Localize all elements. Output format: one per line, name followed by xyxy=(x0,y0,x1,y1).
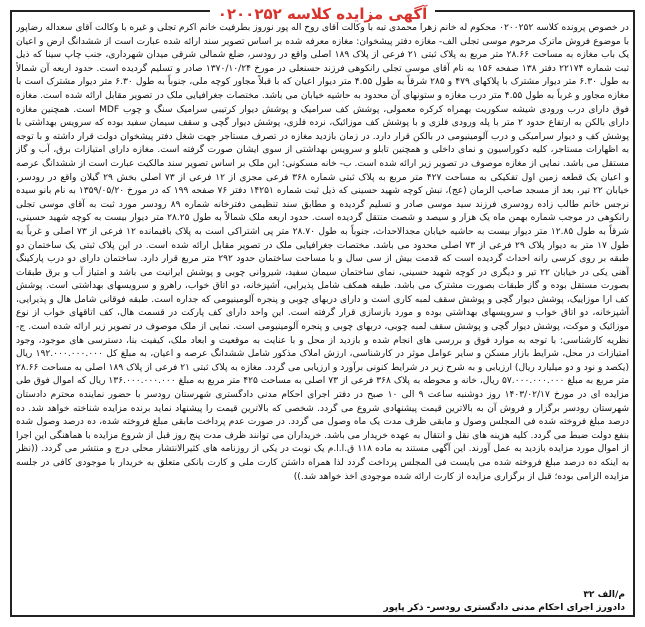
notice-body: در خصوص پرونده کلاسه ۰۲۰۰۲۵۲ محکوم له خانم زهرا محمدی تبه با وکالت آقای روح اله پور نوروز بطرفیت خانم اکرم تجلی و غیره با وکالت آقای سعداله رضاپور با موضوع فروش ماترک مرحوم موسی تجلی الف- مغازه دفتر پیشخوان: مغازه معرفه شده بر اساس تصویر سند ارائه شده عبارت است از ششدانگ ارض و اعیان یک باب مغازه به مساحت ۲۸.۶۶ متر مربع به پلاک ثبتی ۲۱ فرعی از پلاک ۱۸۹ اصلی واقع در رودسر، ضلع شمالی شرقی میدان شهرداری، جنب چاپ سینا که ذیل ثبت شماره ۲۲۱۷۴ دفتر ۱۳۸ صفحه ۱۵۶ به نام آقای موسی تجلی رانکوهی فرزند حسنعلی در مورخ ۱۳۷۰/۱۰/۲۴ صادر و تسلیم گردیده است. حدود اربعه آن شمالاً به طول ۶.۳۰ متر دیوار مشترک با پلاکهای ۴۷۹ و ۲۸۵ شرقاً به طول ۴.۵۵ متر دیوار اعیان که با قبلاً مجاور کوچه ملی، جنوباً به طول ۶.۳۰ متر دیوار مشترک است با مغازه مجاور و غرباً به طول ۴.۵۵ متر درب مغازه و ستونهای آن محدود به حاشیه خیابان می باشد. مختصات جغرافیایی ملک در تصویر مقابل ارائه شده است. مغازه فوق دارای درب ورودی شیشه سکوریت بهمراه کرکره معمولی، پوشش کف سرامیک و پوشش دیوار کرتیبی سرامیک سنگ و چوب MDF است. همچنین مغازه دارای بالکن به ارتفاع حدود ۲ متر با پله ورودی فلزی و با پوشش کف موزائیک، نرده فلزی، پوشش دیوار گچی و سقف سیمان سفید بوده که سرویس بهداشتی با پوشش کف و دیوار سرامیکی و درب آلومینیومی در بالکن قرار دارد. در زمان بازدید مغازه در تصرف مستاجر جهت شغل دفتر پیشخوان دولت قرار داشته و با توجه به اظهارات مستاجر، کلیه دکوراسیون و نمای داخلی و همچنین تابلو و سرویس بهداشتی از سوی ایشان صورت گرفته است. مغازه دارای امتیازات برق، آب و گاز مستقل می باشد. نمایی از مغازه موصوف در تصویر زیر ارائه شده است. ب- خانه مسکونی: این ملک بر اساس تصویر سند مالکیت عبارت است از ششدانگ عرصه و اعیان یک قطعه زمین اول تفکیکی به مساحت ۴۲۷ متر مربع به پلاک ثبتی شماره ۳۶۸ فرعی مجزی از ۱۲ فرعی از ۷۳ اصلی بخش ۲۹ گیلان واقع در رودسر، خیابان ۲۲ تیر، بعد از مسجد صاحب الزمان (عج)، نبش کوچه شهید حسینی که ذیل ثبت شماره ۱۴۲۵۱ دفتر ۷۶ صفحه ۱۹۹ که در مورخ ۱۳۵۹/۰۵/۲۰ به نام بانو سیده نرجس خانم طالب زاده رودسری فرزند سید موسی صادر و تسلیم گردیده و مطابق سند تنظیمی دفترخانه شماره ۸۹ رودسر مورد ثبت به آقای موسی تجلی رانکوهی در موجب شماره بهمن ماه یک هزار و سیصد و شصت منتقل گردیده است. حدود اربعه ملک شمالاً به طول ۲۸.۲۵ متر دیوار بیست به کوچه شهید حسینی، شرقاً به طول ۱۲.۸۵ متر دیوار بیست به حاشیه خیابان مجدالاحداث، جنوباً به طول ۲۸.۷۰ متر پی اشتراکی است به پلاک باقیمانده ۱۲ فرعی از ۷۳ اصلی و غرباً به طول ۱۷ متر به دیوار پلاک ۲۹ فرعی از ۷۳ اصلی محدود می باشد. مختصات جغرافیایی ملک در تصویر مقابل ارائه شده است. در این پلاک ثبتی یک ساختمان دو طبقه بر روی کرسی رانه احداث گردیده است که قدمت بیش از سی سال و با مساحت ساختمان حدود ۲۹۲ متر مربع قرار دارد. ساختمان دارای دو درب پارکینگ آهنی یکی در خیابان ۲۲ تیر و دیگری در کوچه شهید حسینی، نمای ساختمان سیمان سفید، شیروانی چوبی و پوشش ایرانیت می باشد و امتیاز آب و برق طبقات بصورت مستقل بوده و گاز طبقات بصورت مشترک می باشد. طبقه همکف شامل پذیرایی، آشپزخانه، دو اتاق خواب، راهرو و سرویسهای بهداشتی است. پوشش کف ارا موزاییک، پوشش دیوار گچی و پوشش سقف لمبه کاری است و دارای دربهای چوبی و پنجره آلومینیومی که جداره است. طبقه فوقانی شامل هال و پذیرایی، آشپزخانه، دو اتاق خواب و سرویسهای بهداشتی بوده و مورد بازسازی قرار گرفته است. این واحد دارای کف پارکت در قسمت هال، کف اتاقهای خواب از نوع موزائیک و موکت، پوشش دیوار گچی و پوشش سقف لمبه چوبی، دربهای چوبی و پنجره آلومینیومی است. نمایی از ملک موصوف در تصویر زیر ارائه شده است. ج- نظریه کارشناسی: با توجه به موارد فوق و بررسی های انجام شده و بازدید از محل و با عنایت به موقعیت و ابعاد ملک، کیفیت بنا، دسترسی های موجود، وجود امتیازات در محل، شرایط بازار مسکن و سایر عوامل موثر در کارشناسی، ارزش املاک مذکور شامل ششدانگ عرصه و اعیان، به مبلغ کل ۱۹۲.۰۰۰.۰۰۰.۰۰۰ ریال (یکصد و نود و دو میلیارد ریال) ارزیابی و به شرح زیر در شرایط کنونی برآورد و ارزیابی می گردد. مغازه به پلاک ثبتی ۲۱ فرعی از پلاک ۱۸۹ اصلی به مساحت ۲۸.۶۶ متر مربع به مبلغ ۵۷.۰۰۰.۰۰۰.۰۰۰ ریال، خانه و محوطه به پلاک ۳۶۸ فرعی از ۷۳ اصلی به مساحت ۴۲۵ متر مربع به مبلغ ۱۳۶.۰۰۰.۰۰۰.۰۰۰ ریال که اموال فوق طی مزایده ای در مورخ ۱۴۰۳/۰۲/۱۷ روز دوشنبه ساعت ۹ الی ۱۰ صبح در دفتر اجرای احکام مدنی دادگستری شهرستان رودسر با حضور نماینده محترم دادستان شهرستان رودسر برگزار و فروش آن به بالاترین قیمت پیشنهادی شروع می گردد. شخصی که بالاترین قیمت را پیشنهاد نماید برنده مزایده شناخته خواهد شد. ده درصد مبلغ فروخته شده فی المجلس وصول و مابقی ظرف مدت یک ماه وصول می گردد. در صورت عدم پرداخت مابقی مبلغ فروخته شده، ده درصد وصول شده بنفع دولت ضبط می گردد. کلیه هزینه های نقل و انتقال به عهده خریدار می باشد. خریداران می توانند ظرف مدت پنج روز قبل از شروع مزایده با هماهنگی این اجرا از اموال مورد مزایده بازدید به عمل آورند. این آگهی مستند به ماده ۱۱۸ ق.ا.ا.م یک نوبت در یکی از روزنامه های کثیرالانتشار محلی درج و منتشر می گردد. ((نظر به اینکه ده درصد مبلغ فروخته شده می بایست فی المجلس پرداخت گردد لذا همراه داشتن کارت ملی و کارت بانکی متعلق به خریدار با موجودی کافی در جلسه مزایده الزامی بوده؛ قبل از برگزاری مزایده از کارت ارائه شده موجودی اخذ خواهد شد.)) xyxy=(16,23,629,482)
notice-title: آگهی مزایده کلاسه ۰۲۰۰۲۵۲ xyxy=(210,4,436,24)
signature-ref: م/الف ۳۲ xyxy=(583,590,625,600)
signature-official: دادورز اجرای احکام مدنی دادگستری رودسر- ذکر پاپور xyxy=(383,603,625,613)
notice-signature xyxy=(384,589,625,615)
